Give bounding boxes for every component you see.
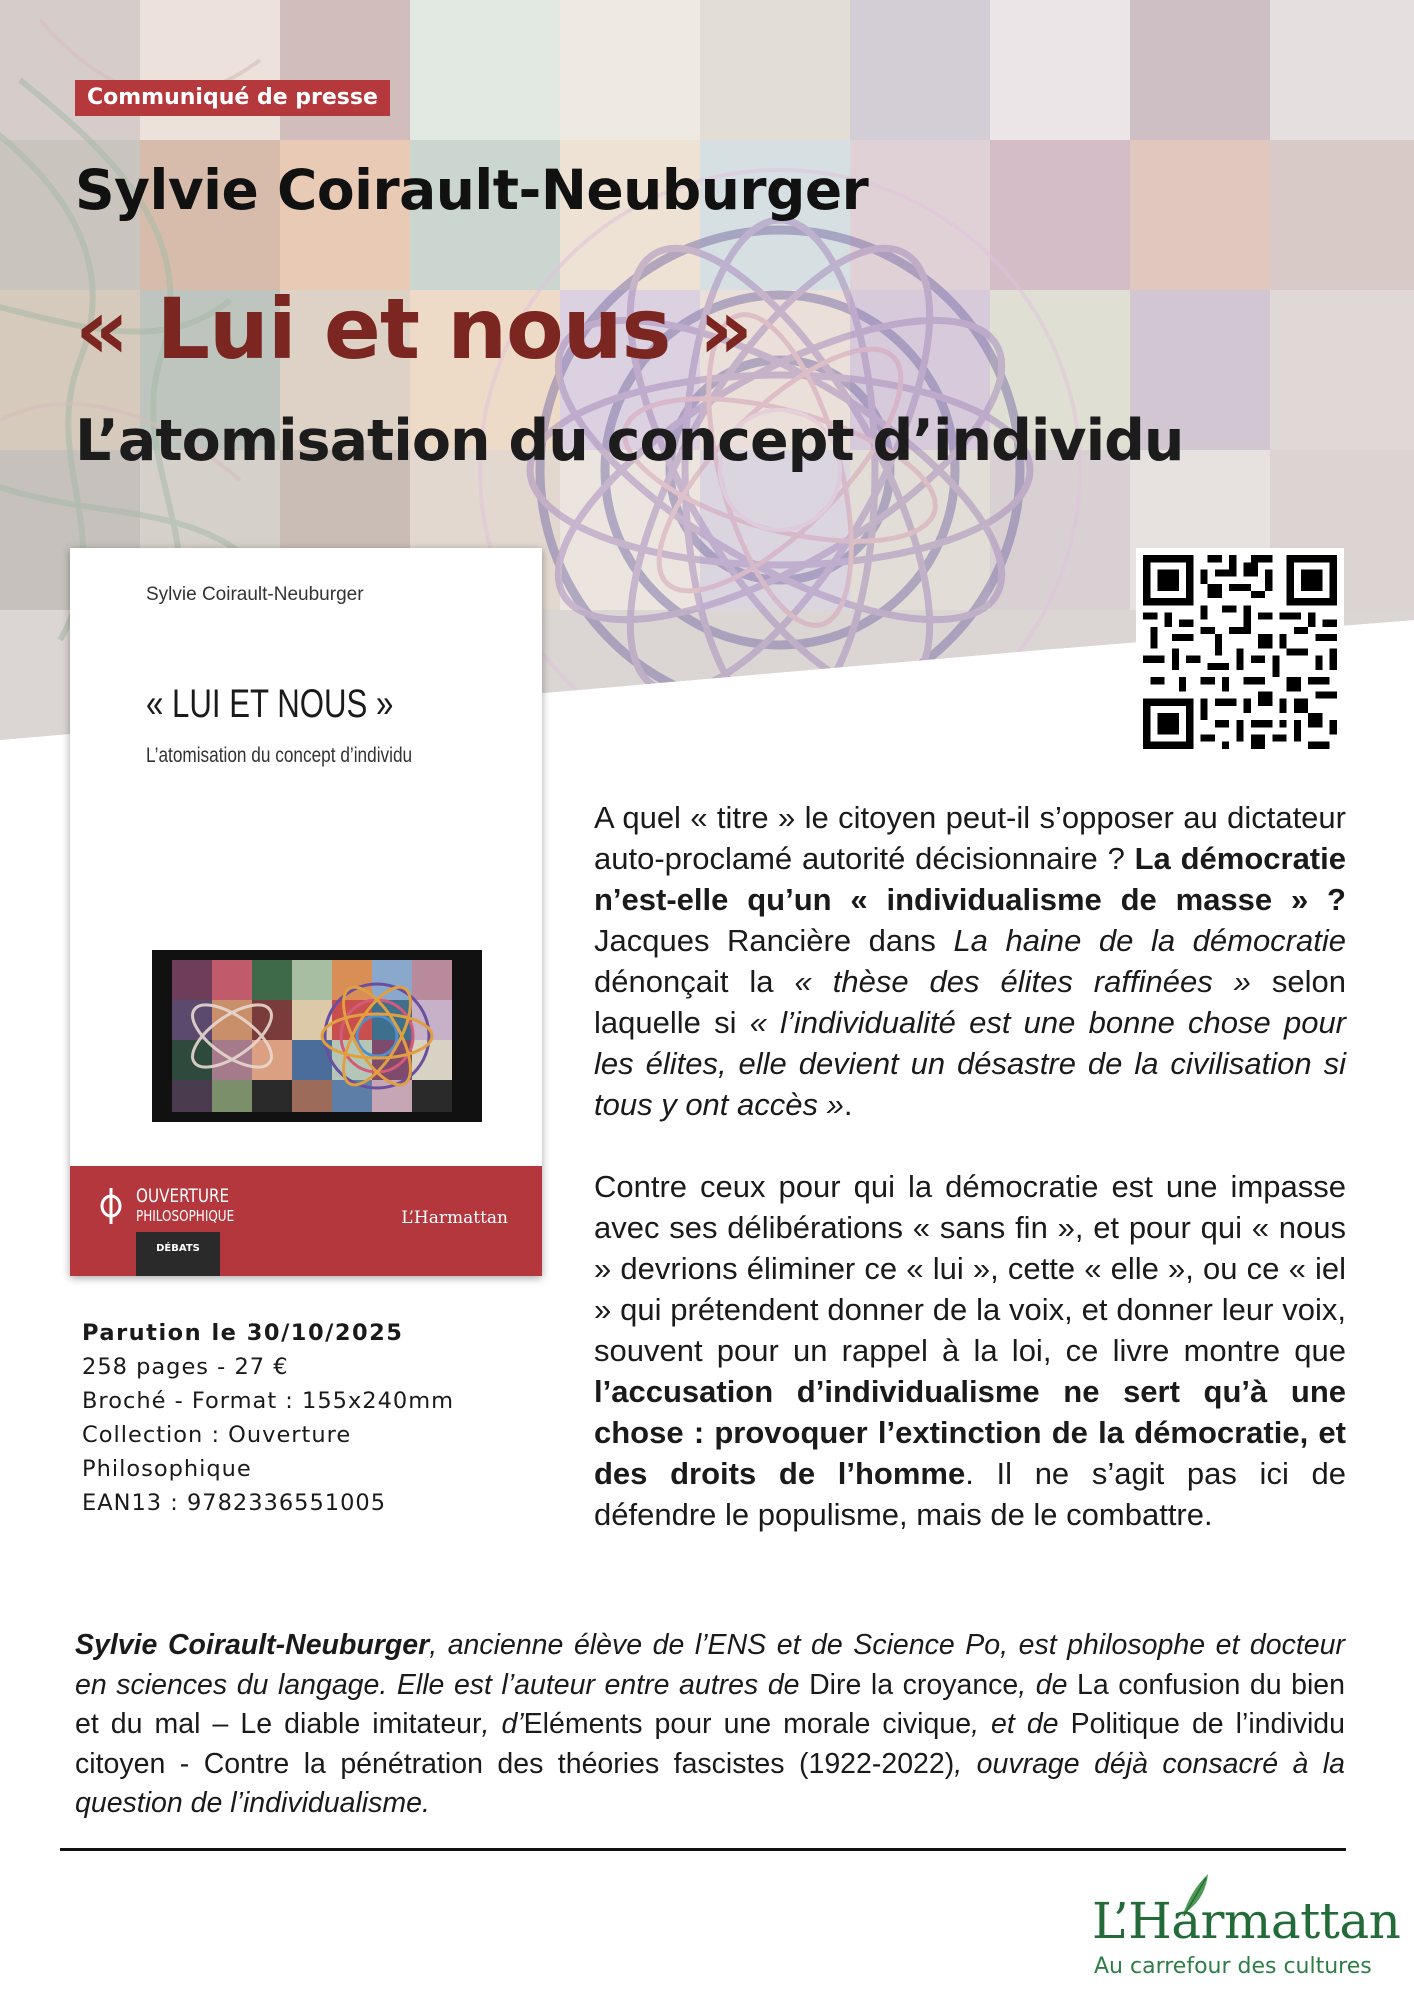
cover-collection-name: OUVERTURE PHILOSOPHIQUE	[136, 1185, 235, 1225]
book-subtitle-heading: L’atomisation du concept d’individu	[75, 408, 1184, 474]
footer-divider	[60, 1848, 1346, 1851]
author-bio: Sylvie Coirault-Neuburger, ancienne élève de l’ENS et de Science Po, est philosophe et docteur en sciences du langage. Elle est l’auteur entre autres de Dire la croyance, de La confusion du bien et du mal – Le diable imitateur, d’Eléments pour une morale civique, et de Politique de l’individu citoyen - Contre la pénétration des théories fascistes (1922-2022), ouvrage déjà consacré à la question de l’individualisme.	[75, 1629, 1345, 1819]
press-release-badge: Communiqué de presse	[75, 80, 390, 116]
format: Broché - Format : 155x240mm	[82, 1388, 455, 1414]
description-paragraph-1: A quel « titre » le citoyen peut-il s’opposer au dictateur auto-proclamé autorité décisionnaire ? La démocratie n’est-elle qu’un « individualisme de masse » ? Jacques Rancière dans La haine de la démocratie dénonçait la « thèse des élites raffinées » selon laquelle si « l’individualité est une bonne chose pour les élites, elle devient un désastre de la civilisation si tous y ont accès ».	[594, 800, 1347, 1122]
book-cover	[70, 548, 542, 1276]
logo-name: L’Harmattan	[1092, 1892, 1401, 1950]
qr-code[interactable]	[1136, 548, 1344, 756]
collection-line-1: Collection : Ouverture	[82, 1422, 352, 1448]
cover-author: Sylvie Coirault-Neuburger	[146, 584, 364, 605]
cover-title: « LUI ET NOUS »	[146, 682, 394, 726]
cover-collection-band	[70, 1166, 542, 1276]
book-details	[82, 1316, 502, 1520]
cover-artwork	[152, 950, 482, 1122]
cover-publisher: L’Harmattan	[401, 1208, 508, 1228]
book-title-heading: « Lui et nous »	[75, 280, 753, 378]
pages-price: 258 pages - 27 €	[82, 1354, 289, 1380]
ean-code: EAN13 : 9782336551005	[82, 1490, 387, 1516]
cover-subtitle: L’atomisation du concept d’individu	[146, 744, 413, 767]
description-text	[594, 797, 1346, 1535]
publisher-logo[interactable]	[1088, 1872, 1401, 1982]
description-paragraph-2: Contre ceux pour qui la démocratie est une impasse avec ses délibérations « sans fin », et pour qui « nous » devrions éliminer ce « lui », cette « elle », ou ce « iel » qui prétendent donner de la voix, et donner leur voix, souvent pour un rappel à la loi, ce livre montre que l’accusation d’individualisme ne sert qu’à une chose : provoquer l’extinction de la démocratie, et des droits de l’homme. Il ne s’agit pas ici de défendre le populisme, mais de le combattre.	[594, 1169, 1346, 1532]
phi-icon	[100, 1188, 122, 1224]
release-date: Parution le 30/10/2025	[82, 1320, 404, 1346]
cover-series-tab: DÉBATS	[136, 1232, 220, 1276]
collection-line-2: Philosophique	[82, 1456, 252, 1482]
author-heading: Sylvie Coirault-Neuburger	[75, 158, 869, 222]
logo-tagline: Au carrefour des cultures	[1094, 1954, 1372, 1979]
